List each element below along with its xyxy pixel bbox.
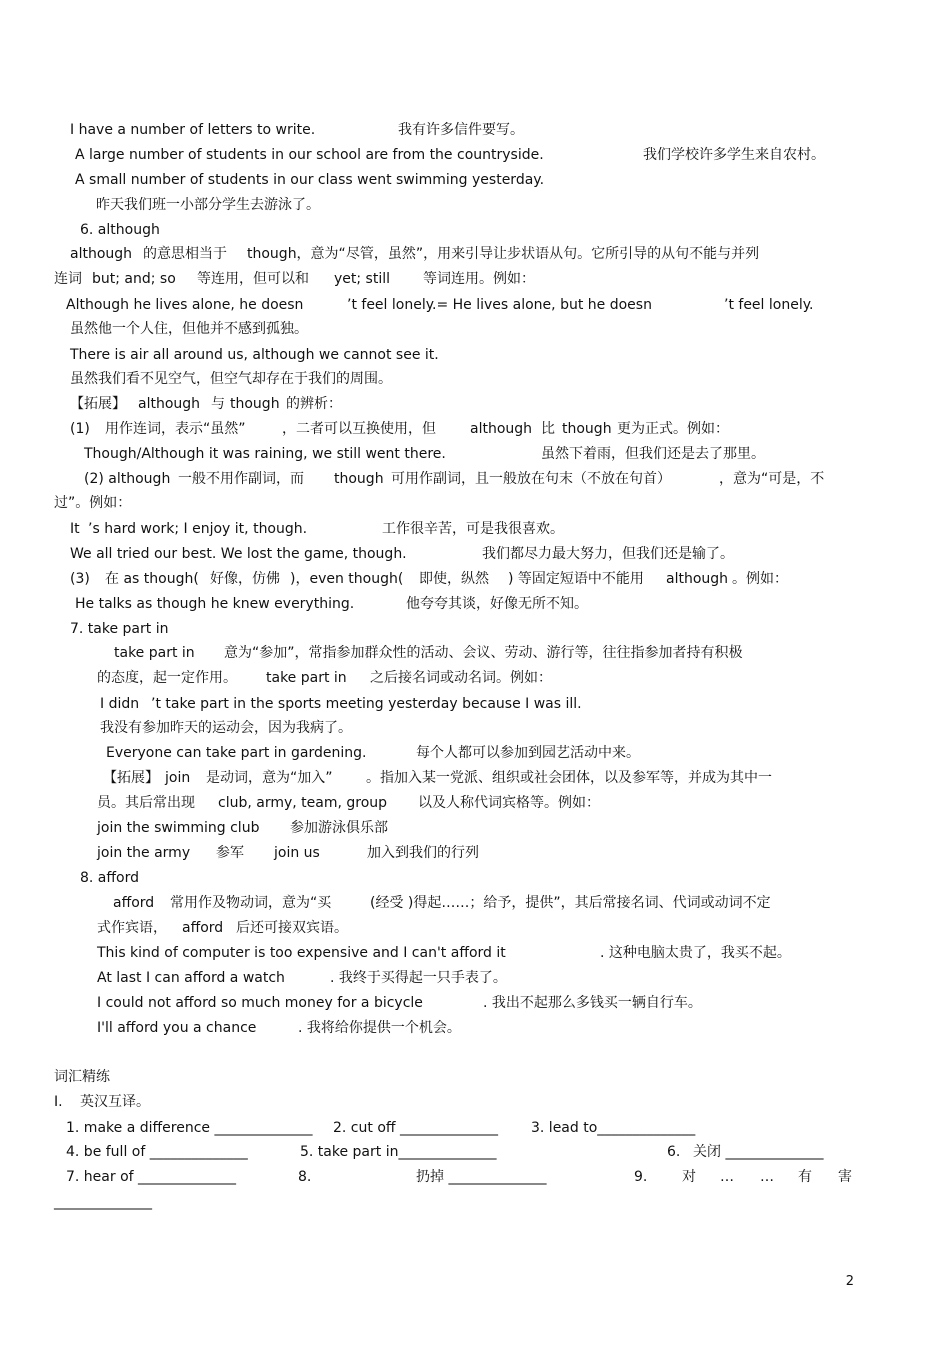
text-line-29-seg-1: join the swimming club xyxy=(97,820,260,836)
text-line-8-seg-1: Although he lives alone, he doesn xyxy=(66,297,304,313)
text-line-26-seg-1: Everyone can take part in gardening. xyxy=(106,745,367,761)
text-line-34-seg-1: This kind of computer is too expensive and I can't afford it xyxy=(97,945,506,961)
text-line-36-seg-2: . 我出不起那么多钱买一辆自行车。 xyxy=(483,995,702,1011)
text-line-41-seg-4: 关闭 ______________ xyxy=(693,1144,824,1160)
text-line-2-seg-2: 我们学校许多学生来自农村。 xyxy=(643,147,825,163)
text-line-27-seg-2: join xyxy=(165,770,191,786)
text-line-19-seg-7: although xyxy=(666,571,729,587)
text-line-9-seg-1: 虽然他一个人住，但他并不感到孤独。 xyxy=(70,321,308,337)
text-line-26-seg-2: 每个人都可以参加到园艺活动中来。 xyxy=(416,745,640,761)
text-line-12-seg-4: though xyxy=(230,396,280,412)
text-line-12-seg-3: 与 xyxy=(211,396,225,412)
text-line-42-seg-4: 9. xyxy=(634,1169,648,1185)
text-line-15-seg-2: 一般不用作副词，而 xyxy=(178,471,304,487)
text-line-42-seg-3: 扔掉 ______________ xyxy=(416,1169,547,1185)
text-line-27-seg-4: 。指加入某一党派、组织或社会团体，以及参军等，并成为其中一 xyxy=(366,770,772,786)
text-line-28-seg-3: 以及人称代词宾格等。例如： xyxy=(418,795,600,811)
text-line-38-seg-1: 词汇精练 xyxy=(54,1069,110,1085)
text-line-14-seg-1: Though/Although it was raining, we still went there. xyxy=(84,446,446,462)
text-line-7-seg-3: 等连用，但可以和 xyxy=(197,271,309,287)
text-line-40-seg-2: 2. cut off ______________ xyxy=(333,1120,498,1136)
text-line-28-seg-2: club, army, team, group xyxy=(218,795,388,811)
text-line-37-seg-2: . 我将给你提供一个机会。 xyxy=(298,1020,461,1036)
text-line-18-seg-2: 我们都尽力最大努力，但我们还是输了。 xyxy=(482,546,734,562)
text-line-30-seg-1: join the army xyxy=(97,845,191,861)
text-line-19-seg-4: )，even though( xyxy=(290,571,404,587)
text-line-5-seg-1: 6. although xyxy=(80,222,160,238)
text-line-25-seg-1: 我没有参加昨天的运动会，因为我病了。 xyxy=(100,720,352,736)
text-line-7-seg-4: yet; still xyxy=(334,271,391,287)
text-line-23-seg-3: 之后接名词或动名词。例如： xyxy=(370,670,552,686)
text-line-16-seg-1: 过”。例如： xyxy=(54,495,132,511)
text-line-15-seg-3: though xyxy=(334,471,384,487)
text-line-41-seg-1: 4. be full of ______________ xyxy=(66,1144,248,1160)
text-line-21-seg-1: 7. take part in xyxy=(70,621,169,637)
text-line-1-seg-2: 我有许多信件要写。 xyxy=(398,122,524,138)
text-line-20-seg-2: 他夸夸其谈，好像无所不知。 xyxy=(406,596,588,612)
text-line-18-seg-1: We all tried our best. We lost the game, though. xyxy=(70,546,407,562)
text-line-15-seg-1: (2) although xyxy=(84,471,171,487)
text-line-42-seg-1: 7. hear of ______________ xyxy=(66,1169,237,1185)
text-line-39-seg-2: 英汉互译。 xyxy=(80,1094,150,1110)
text-line-24-seg-2: ’t take part in the sports meeting yesterday because I was ill. xyxy=(151,696,582,712)
text-line-19-seg-8: 。例如： xyxy=(732,571,788,587)
text-line-36-seg-1: I could not afford so much money for a bicycle xyxy=(97,995,423,1011)
text-line-12-seg-1: 【拓展】 xyxy=(70,396,126,412)
text-line-13-seg-3: ，二者可以互换使用，但 xyxy=(282,421,436,437)
text-line-42-seg-6: … xyxy=(720,1169,734,1185)
text-line-42-seg-8: 有 xyxy=(798,1169,812,1185)
text-line-19-seg-5: 即使，纵然 xyxy=(419,571,489,587)
text-line-13-seg-5: 比 xyxy=(541,421,555,437)
text-line-42-seg-7: … xyxy=(760,1169,774,1185)
text-line-13-seg-6: though xyxy=(562,421,612,437)
text-line-14-seg-2: 虽然下着雨，但我们还是去了那里。 xyxy=(541,446,765,462)
text-line-30-seg-2: 参军 xyxy=(216,845,244,861)
text-line-12-seg-2: although xyxy=(138,396,201,412)
text-line-39-seg-1: I. xyxy=(54,1094,63,1110)
text-line-10-seg-1: There is air all around us, although we cannot see it. xyxy=(70,347,439,363)
text-line-12-seg-5: 的辨析： xyxy=(286,396,342,412)
text-line-13-seg-1: (1) xyxy=(70,421,90,437)
text-line-13-seg-2: 用作连词，表示“虽然” xyxy=(105,421,246,437)
text-line-42-seg-2: 8. xyxy=(298,1169,312,1185)
text-line-8-seg-2: ’t feel lonely.= He lives alone, but he doesn xyxy=(347,297,652,313)
text-line-20-seg-1: He talks as though he knew everything. xyxy=(75,596,355,612)
text-line-19-seg-2: 在 as though( xyxy=(105,571,199,587)
text-line-13-seg-7: 更为正式。例如： xyxy=(617,421,729,437)
text-line-33-seg-1: 式作宾语， xyxy=(97,920,167,936)
text-line-34-seg-2: . 这种电脑太贵了，我买不起。 xyxy=(600,945,791,961)
text-line-43-seg-1: ______________ xyxy=(54,1194,152,1210)
text-line-33-seg-2: afford xyxy=(182,920,224,936)
text-line-6-seg-3: though，意为“尽管，虽然”，用来引导让步状语从句。它所引导的从句不能与并列 xyxy=(247,246,760,262)
text-line-17-seg-1: It xyxy=(70,521,80,537)
text-line-42-seg-9: 害 xyxy=(838,1169,852,1185)
text-line-22-seg-2: 意为“参加”，常指参加群众性的活动、会议、劳动、游行等，往往指参加者持有积极 xyxy=(224,645,743,661)
text-line-24-seg-1: I didn xyxy=(100,696,140,712)
text-line-37-seg-1: I'll afford you a chance xyxy=(97,1020,257,1036)
text-line-13-seg-4: although xyxy=(470,421,533,437)
text-line-7-seg-1: 连词 xyxy=(54,271,82,287)
text-line-35-seg-2: . 我终于买得起一只手表了。 xyxy=(330,970,507,986)
text-line-30-seg-3: join us xyxy=(274,845,320,861)
text-line-17-seg-3: 工作很辛苦，可是我很喜欢。 xyxy=(382,521,564,537)
text-line-33-seg-3: 后还可接双宾语。 xyxy=(236,920,348,936)
text-line-6-seg-1: although xyxy=(70,246,133,262)
text-line-6-seg-2: 的意思相当于 xyxy=(143,246,227,262)
text-line-30-seg-4: 加入到我们的行列 xyxy=(367,845,479,861)
text-line-41-seg-2: 5. take part in______________ xyxy=(300,1144,497,1160)
text-line-8-seg-3: ’t feel lonely. xyxy=(724,297,814,313)
text-line-27-seg-1: 【拓展】 xyxy=(103,770,159,786)
text-line-4-seg-1: 昨天我们班一小部分学生去游泳了。 xyxy=(96,197,320,213)
text-line-32-seg-1: afford xyxy=(113,895,155,911)
text-line-3-seg-1: A small number of students in our class went swimming yesterday. xyxy=(75,172,545,188)
text-line-17-seg-2: ’s hard work; I enjoy it, though. xyxy=(88,521,308,537)
text-line-31-seg-1: 8. afford xyxy=(80,870,139,886)
text-line-40-seg-3: 3. lead to______________ xyxy=(531,1120,696,1136)
text-line-2-seg-1: A large number of students in our school are from the countryside. xyxy=(75,147,544,163)
text-line-15-seg-4: 可用作副词，且一般放在句末（不放在句首） xyxy=(391,471,671,487)
text-line-27-seg-3: 是动词，意为“加入” xyxy=(206,770,333,786)
page-number: 2 xyxy=(845,1274,854,1289)
text-line-35-seg-1: At last I can afford a watch xyxy=(97,970,285,986)
text-line-32-seg-3: (经受 )得起……；给予，提供”，其后常接名词、代词或动词不定 xyxy=(370,895,771,911)
text-line-28-seg-1: 员。其后常出现 xyxy=(97,795,195,811)
text-line-19-seg-6: ) 等固定短语中不能用 xyxy=(508,571,644,587)
text-line-1-seg-1: I have a number of letters to write. xyxy=(70,122,316,138)
text-line-19-seg-3: 好像，仿佛 xyxy=(210,571,280,587)
text-line-29-seg-2: 参加游泳俱乐部 xyxy=(290,820,388,836)
text-line-7-seg-2: but; and; so xyxy=(92,271,176,287)
text-line-11-seg-1: 虽然我们看不见空气，但空气却存在于我们的周围。 xyxy=(70,371,392,387)
text-line-23-seg-1: 的态度，起一定作用。 xyxy=(97,670,237,686)
text-line-22-seg-1: take part in xyxy=(114,645,195,661)
text-line-40-seg-1: 1. make a difference ______________ xyxy=(66,1120,313,1136)
text-line-41-seg-3: 6. xyxy=(667,1144,681,1160)
text-line-23-seg-2: take part in xyxy=(266,670,347,686)
text-line-19-seg-1: (3) xyxy=(70,571,90,587)
text-line-15-seg-5: ，意为“可是，不 xyxy=(719,471,825,487)
text-line-32-seg-2: 常用作及物动词，意为“买 xyxy=(170,895,332,911)
text-line-7-seg-5: 等词连用。例如： xyxy=(423,271,535,287)
text-line-42-seg-5: 对 xyxy=(682,1169,696,1185)
